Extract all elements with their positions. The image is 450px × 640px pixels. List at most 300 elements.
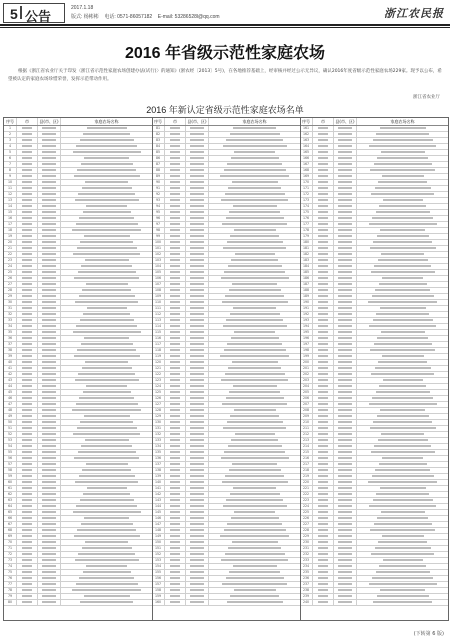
text-placeholder	[338, 475, 352, 477]
row-number: 232	[300, 552, 313, 557]
text-placeholder	[372, 397, 433, 399]
row-cell	[17, 324, 38, 329]
row-cell	[186, 144, 209, 149]
text-placeholder	[379, 283, 427, 285]
row-cell	[313, 426, 334, 431]
row-number: 69	[4, 534, 17, 539]
text-placeholder	[22, 511, 32, 513]
row-cell	[186, 204, 209, 209]
text-placeholder	[373, 499, 433, 501]
row-cell	[38, 276, 61, 281]
row-number: 119	[152, 354, 165, 359]
table-block	[152, 118, 300, 620]
row-number: 141	[152, 486, 165, 491]
row-cell	[209, 222, 300, 227]
text-placeholder	[170, 379, 180, 381]
row-number: 31	[4, 306, 17, 311]
text-placeholder	[170, 457, 180, 459]
row-cell	[38, 228, 61, 233]
row-cell	[334, 180, 357, 185]
row-cell	[38, 384, 61, 389]
table-header-row	[152, 118, 300, 126]
text-placeholder	[377, 415, 429, 417]
text-placeholder	[338, 445, 352, 447]
text-placeholder	[318, 253, 328, 255]
row-cell	[165, 162, 186, 167]
row-cell	[61, 342, 152, 347]
row-number: 131	[152, 426, 165, 431]
row-number: 198	[300, 348, 313, 353]
text-placeholder	[22, 403, 32, 405]
text-placeholder	[338, 259, 352, 261]
row-cell	[38, 378, 61, 383]
text-placeholder	[42, 283, 56, 285]
text-placeholder	[377, 595, 429, 597]
text-placeholder	[318, 343, 328, 345]
text-placeholder	[369, 505, 436, 507]
row-cell	[165, 246, 186, 251]
text-placeholder	[22, 307, 32, 309]
row-cell	[334, 420, 357, 425]
row-cell	[165, 558, 186, 563]
row-cell	[61, 192, 152, 197]
text-placeholder	[170, 343, 180, 345]
text-placeholder	[22, 427, 32, 429]
row-cell	[38, 162, 61, 167]
text-placeholder	[338, 541, 352, 543]
text-placeholder	[231, 517, 279, 519]
text-placeholder	[76, 145, 137, 147]
row-cell	[38, 204, 61, 209]
row-cell	[186, 348, 209, 353]
text-placeholder	[370, 529, 435, 531]
row-cell	[17, 258, 38, 263]
row-cell	[17, 492, 38, 497]
row-number: 13	[4, 198, 17, 203]
row-cell	[334, 276, 357, 281]
row-number: 98	[152, 228, 165, 233]
row-cell	[313, 192, 334, 197]
text-placeholder	[338, 529, 352, 531]
text-placeholder	[22, 163, 32, 165]
text-placeholder	[84, 235, 130, 237]
row-cell	[186, 318, 209, 323]
text-placeholder	[233, 127, 276, 129]
text-placeholder	[233, 565, 277, 567]
row-cell	[38, 342, 61, 347]
row-cell	[17, 576, 38, 581]
row-cell	[61, 276, 152, 281]
text-placeholder	[190, 301, 204, 303]
table-block	[300, 118, 448, 620]
row-cell	[165, 168, 186, 173]
row-number: 210	[300, 420, 313, 425]
editor-label: 版式: 杨彬彬	[71, 14, 99, 20]
row-number: 214	[300, 444, 313, 449]
row-cell	[61, 228, 152, 233]
row-cell	[17, 420, 38, 425]
text-placeholder	[318, 529, 328, 531]
text-placeholder	[190, 565, 204, 567]
table-row	[300, 600, 448, 606]
row-cell	[186, 300, 209, 305]
text-placeholder	[170, 589, 180, 591]
text-placeholder	[380, 589, 425, 591]
row-cell	[165, 294, 186, 299]
row-cell	[61, 456, 152, 461]
text-placeholder	[233, 385, 277, 387]
row-cell	[61, 198, 152, 203]
row-number: 168	[300, 168, 313, 173]
text-placeholder	[42, 277, 56, 279]
text-placeholder	[338, 463, 352, 465]
text-placeholder	[338, 427, 352, 429]
row-cell	[313, 378, 334, 383]
row-cell	[209, 138, 300, 143]
text-placeholder	[190, 271, 204, 273]
row-cell	[17, 228, 38, 233]
text-placeholder	[42, 253, 56, 255]
text-placeholder	[170, 535, 180, 537]
row-cell	[209, 228, 300, 233]
text-placeholder	[369, 223, 437, 225]
row-cell	[334, 558, 357, 563]
text-placeholder	[223, 145, 287, 147]
text-placeholder	[227, 421, 283, 423]
row-cell	[165, 132, 186, 137]
text-placeholder	[338, 271, 352, 273]
text-placeholder	[232, 181, 278, 183]
row-cell	[38, 498, 61, 503]
row-cell	[357, 354, 448, 359]
row-cell	[357, 366, 448, 371]
row-cell	[61, 504, 152, 509]
text-placeholder	[42, 319, 56, 321]
row-cell	[313, 558, 334, 563]
text-placeholder	[318, 265, 328, 267]
row-cell	[17, 372, 38, 377]
text-placeholder	[42, 139, 56, 141]
text-placeholder	[231, 259, 278, 261]
row-cell	[17, 516, 38, 521]
text-placeholder	[190, 403, 204, 405]
row-cell	[357, 408, 448, 413]
text-placeholder	[338, 325, 352, 327]
row-cell	[165, 198, 186, 203]
table-header-row	[300, 118, 448, 126]
text-placeholder	[87, 127, 127, 129]
text-placeholder	[381, 151, 425, 153]
row-cell	[334, 348, 357, 353]
row-cell	[165, 204, 186, 209]
text-placeholder	[318, 535, 328, 537]
text-placeholder	[190, 217, 204, 219]
text-placeholder	[42, 589, 56, 591]
text-placeholder	[221, 379, 288, 381]
row-cell	[61, 384, 152, 389]
row-cell	[165, 210, 186, 215]
text-placeholder	[190, 547, 204, 549]
row-cell	[313, 246, 334, 251]
text-placeholder	[22, 499, 32, 501]
row-number: 91	[152, 186, 165, 191]
row-number: 186	[300, 276, 313, 281]
row-cell	[186, 462, 209, 467]
text-placeholder	[76, 583, 138, 585]
text-placeholder	[368, 481, 437, 483]
row-cell	[357, 252, 448, 257]
text-placeholder	[338, 469, 352, 471]
row-cell	[165, 468, 186, 473]
text-placeholder	[42, 151, 56, 153]
text-placeholder	[376, 211, 430, 213]
row-cell	[313, 504, 334, 509]
row-cell	[165, 324, 186, 329]
row-cell	[313, 600, 334, 605]
text-placeholder	[224, 451, 285, 453]
text-placeholder	[230, 313, 280, 315]
text-placeholder	[318, 553, 328, 555]
text-placeholder	[75, 379, 139, 381]
text-placeholder	[226, 397, 284, 399]
text-placeholder	[170, 229, 180, 231]
row-cell	[38, 294, 61, 299]
text-placeholder	[229, 571, 280, 573]
row-cell	[38, 474, 61, 479]
row-cell	[61, 498, 152, 503]
row-cell	[17, 546, 38, 551]
text-placeholder	[232, 541, 278, 543]
text-placeholder	[228, 547, 281, 549]
text-placeholder	[170, 439, 180, 441]
row-cell	[38, 354, 61, 359]
text-placeholder	[338, 547, 352, 549]
row-cell	[17, 426, 38, 431]
text-placeholder	[190, 223, 204, 225]
text-placeholder	[42, 565, 56, 567]
text-placeholder	[374, 163, 432, 165]
row-cell	[209, 294, 300, 299]
text-placeholder	[338, 361, 352, 363]
row-cell	[186, 162, 209, 167]
row-number: 73	[4, 558, 17, 563]
row-cell	[209, 366, 300, 371]
row-cell	[17, 528, 38, 533]
row-cell	[209, 468, 300, 473]
row-cell	[357, 294, 448, 299]
row-cell	[61, 438, 152, 443]
continued-note: (下转第 6 版)	[413, 631, 444, 637]
row-cell	[186, 450, 209, 455]
row-cell	[165, 516, 186, 521]
text-placeholder	[374, 523, 432, 525]
row-cell	[165, 354, 186, 359]
text-placeholder	[190, 391, 204, 393]
text-placeholder	[77, 529, 136, 531]
section-badge	[3, 3, 65, 23]
row-cell	[209, 168, 300, 173]
text-placeholder	[318, 355, 328, 357]
row-cell	[313, 138, 334, 143]
text-placeholder	[22, 223, 32, 225]
row-cell	[38, 264, 61, 269]
text-placeholder	[42, 187, 56, 189]
text-placeholder	[338, 367, 352, 369]
text-placeholder	[170, 235, 180, 237]
text-placeholder	[318, 601, 328, 603]
row-cell	[334, 318, 357, 323]
text-placeholder	[42, 325, 56, 327]
row-number: 33	[4, 318, 17, 323]
row-cell	[165, 228, 186, 233]
text-placeholder	[338, 247, 352, 249]
text-placeholder	[42, 331, 56, 333]
row-number: 174	[300, 204, 313, 209]
row-cell	[38, 312, 61, 317]
text-placeholder	[318, 421, 328, 423]
row-cell	[38, 420, 61, 425]
text-placeholder	[42, 415, 56, 417]
text-placeholder	[42, 499, 56, 501]
text-placeholder	[22, 187, 32, 189]
text-placeholder	[190, 361, 204, 363]
row-cell	[165, 288, 186, 293]
text-placeholder	[376, 493, 429, 495]
row-cell	[186, 216, 209, 221]
text-placeholder	[318, 517, 328, 519]
text-placeholder	[380, 487, 426, 489]
text-placeholder	[170, 361, 180, 363]
text-placeholder	[170, 523, 180, 525]
row-cell	[313, 498, 334, 503]
text-placeholder	[190, 457, 204, 459]
row-cell	[186, 576, 209, 581]
text-placeholder	[190, 451, 204, 453]
row-cell	[313, 168, 334, 173]
text-placeholder	[338, 433, 352, 435]
text-placeholder	[373, 601, 432, 603]
row-number: 226	[300, 516, 313, 521]
row-cell	[165, 456, 186, 461]
row-cell	[313, 300, 334, 305]
text-placeholder	[225, 295, 284, 297]
text-placeholder	[81, 523, 133, 525]
row-cell	[313, 126, 334, 131]
row-cell	[334, 138, 357, 143]
section-name: 公告	[25, 9, 52, 24]
row-cell	[209, 324, 300, 329]
text-placeholder	[22, 439, 32, 441]
text-placeholder	[338, 601, 352, 603]
row-cell	[186, 306, 209, 311]
row-number: 218	[300, 468, 313, 473]
row-cell	[313, 228, 334, 233]
text-placeholder	[318, 283, 328, 285]
text-placeholder	[232, 463, 277, 465]
row-cell	[17, 282, 38, 287]
row-cell	[61, 150, 152, 155]
text-placeholder	[372, 217, 433, 219]
row-cell	[334, 282, 357, 287]
text-placeholder	[22, 265, 32, 267]
row-cell	[38, 480, 61, 485]
text-placeholder	[190, 313, 204, 315]
row-number: 37	[4, 342, 17, 347]
text-placeholder	[22, 421, 32, 423]
row-number: 127	[152, 402, 165, 407]
text-placeholder	[86, 463, 128, 465]
text-placeholder	[338, 439, 352, 441]
row-number: 83	[152, 138, 165, 143]
row-cell	[17, 354, 38, 359]
row-cell	[165, 402, 186, 407]
text-placeholder	[318, 217, 328, 219]
text-placeholder	[190, 523, 204, 525]
text-placeholder	[42, 541, 56, 543]
text-placeholder	[378, 361, 427, 363]
row-number: 177	[300, 222, 313, 227]
row-cell	[61, 216, 152, 221]
row-cell	[186, 360, 209, 365]
text-placeholder	[77, 427, 137, 429]
row-cell	[61, 336, 152, 341]
row-number: 222	[300, 492, 313, 497]
row-cell	[313, 264, 334, 269]
row-cell	[17, 402, 38, 407]
text-placeholder	[87, 487, 127, 489]
text-placeholder	[318, 577, 328, 579]
text-placeholder	[225, 553, 285, 555]
row-cell	[17, 456, 38, 461]
text-placeholder	[225, 373, 285, 375]
row-cell	[357, 276, 448, 281]
row-cell	[38, 570, 61, 575]
row-number: 5	[4, 150, 17, 155]
row-cell	[334, 546, 357, 551]
row-cell	[165, 360, 186, 365]
row-cell	[186, 444, 209, 449]
row-cell	[357, 456, 448, 461]
row-cell	[38, 186, 61, 191]
row-cell	[61, 288, 152, 293]
text-placeholder	[22, 517, 32, 519]
text-placeholder	[80, 421, 133, 423]
text-placeholder	[190, 487, 204, 489]
page-number: 5	[10, 6, 18, 22]
text-placeholder	[190, 589, 204, 591]
row-cell	[209, 492, 300, 497]
text-placeholder	[170, 241, 180, 243]
row-cell	[357, 558, 448, 563]
row-number: 44	[4, 384, 17, 389]
text-placeholder	[42, 547, 56, 549]
text-placeholder	[42, 403, 56, 405]
row-cell	[186, 456, 209, 461]
article-issuer: 浙江省农业厅	[413, 95, 440, 100]
row-cell	[357, 588, 448, 593]
text-placeholder	[42, 601, 56, 603]
row-cell	[334, 444, 357, 449]
row-number: 169	[300, 174, 313, 179]
text-placeholder	[190, 277, 204, 279]
row-number: 117	[152, 342, 165, 347]
text-placeholder	[83, 133, 130, 135]
text-placeholder	[190, 205, 204, 207]
row-cell	[165, 600, 186, 605]
text-placeholder	[190, 433, 204, 435]
text-placeholder	[318, 205, 328, 207]
text-placeholder	[85, 181, 128, 183]
